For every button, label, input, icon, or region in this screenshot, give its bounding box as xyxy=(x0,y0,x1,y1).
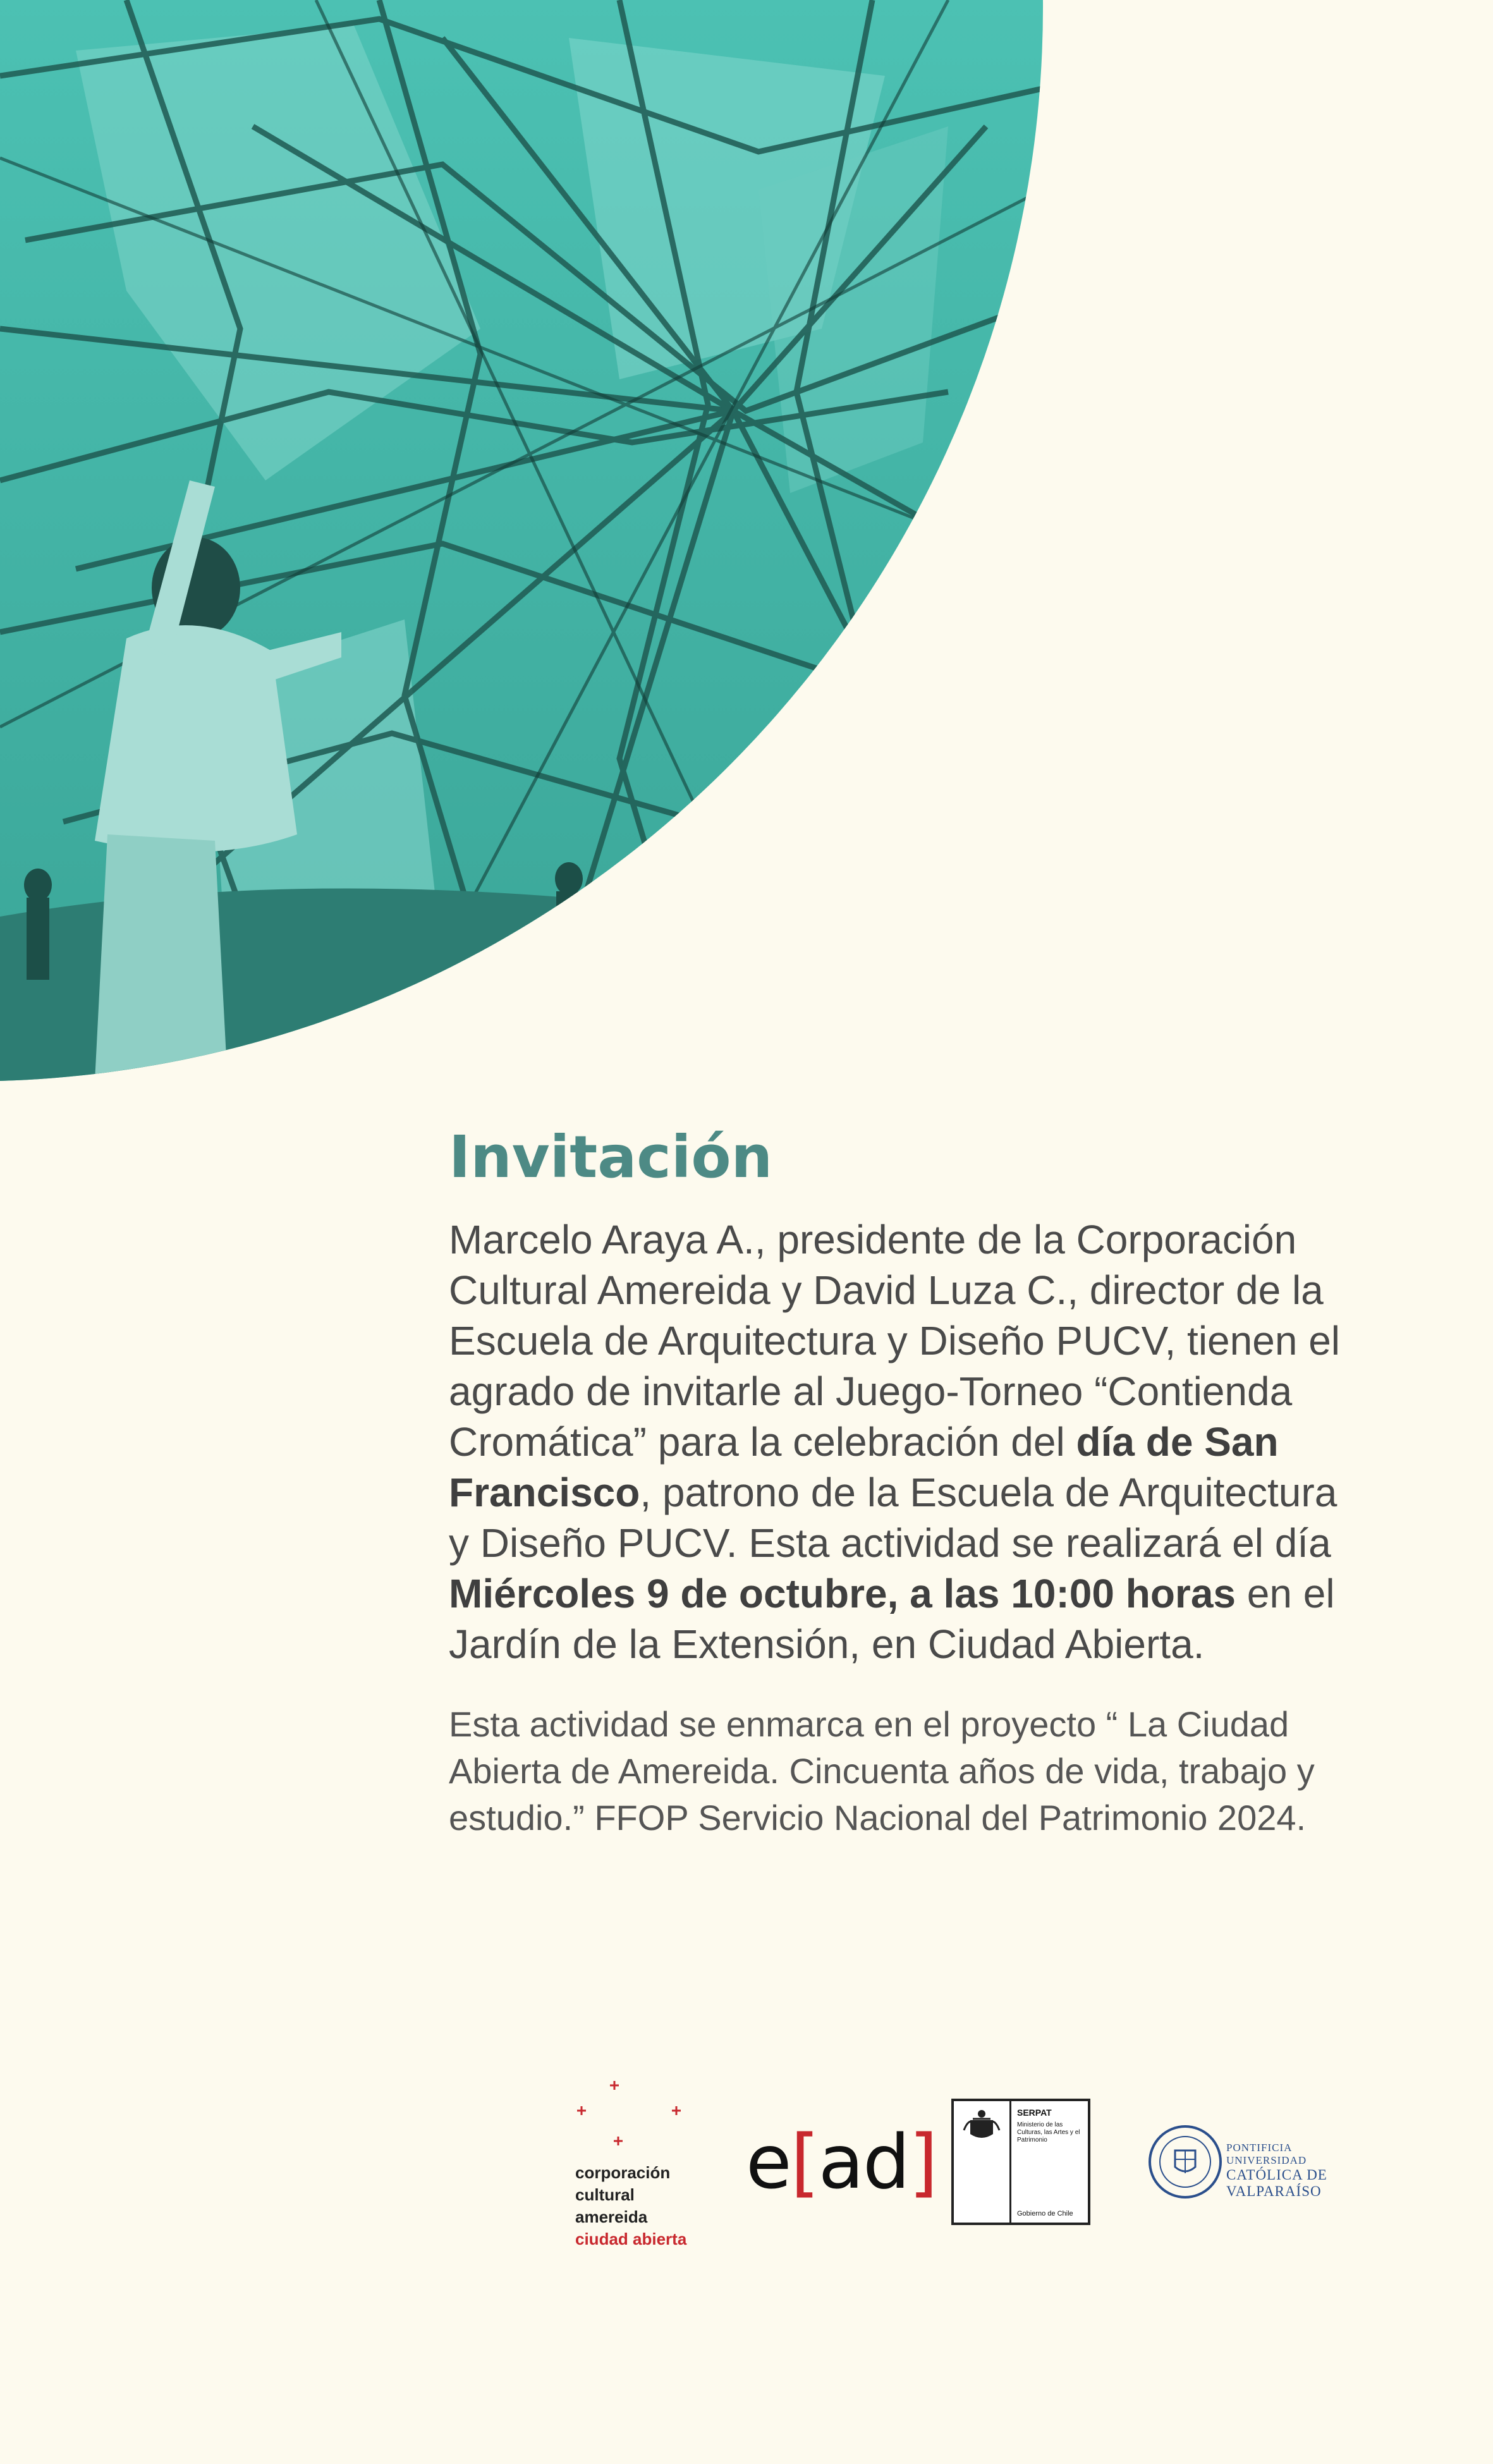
body-bold-2: Miércoles 9 de octubre, a las 10:00 horas xyxy=(449,1571,1236,1617)
ead-open-bracket: [ xyxy=(790,2118,819,2205)
amereida-line-2: cultural xyxy=(575,2185,635,2204)
ead-e: e xyxy=(746,2118,791,2205)
pucv-line-3: CATÓLICA DE xyxy=(1226,2167,1327,2183)
pucv-logo xyxy=(1147,2118,1350,2212)
sponsor-logos xyxy=(556,2073,1353,2263)
ead-ad: ad xyxy=(818,2118,909,2205)
pucv-seal-icon xyxy=(1147,2118,1223,2206)
body-bold-1: día de San Francisco xyxy=(449,1419,1279,1516)
chile-coat-of-arms-icon xyxy=(961,2107,1002,2145)
amereida-line-4: ciudad abierta xyxy=(575,2229,687,2248)
project-note: Esta actividad se enmarca en el proyecto “ La Ciudad Abierta de Amereida. Cincuenta años de vida, trabajo y estudio.” FFOP Servicio Nacional del Patrimonio 2024. xyxy=(449,1704,1315,1838)
serpat-government: Gobierno de Chile xyxy=(1017,2210,1073,2217)
pucv-line-2: UNIVERSIDAD xyxy=(1226,2154,1307,2166)
ead-logo xyxy=(746,2118,937,2206)
serpat-logo xyxy=(951,2099,1090,2225)
ead-close-bracket: ] xyxy=(908,2118,937,2205)
pucv-line-4: VALPARAÍSO xyxy=(1226,2183,1322,2199)
serpat-title: SERPAT xyxy=(1017,2107,1052,2118)
pucv-line-1: PONTIFICIA xyxy=(1226,2142,1293,2154)
hero-photo xyxy=(0,0,1493,1081)
amereida-line-3: amereida xyxy=(575,2207,648,2226)
amereida-line-1: corporación xyxy=(575,2163,671,2182)
body-part-1: Marcelo Araya A., presidente de la Corporación Cultural Amereida y David Luza C., director de la Escuela de Arquitectura y Diseño PUCV, tienen el agrado de invitarle al Juego-Torneo “Contienda Cromática” para la celebración del xyxy=(449,1217,1340,1465)
invitation-title: Invitación xyxy=(449,1123,773,1191)
red-crosses-icon xyxy=(575,2073,702,2156)
amereida-logo xyxy=(575,2073,727,2257)
invitation-content xyxy=(449,1125,1346,1841)
invitation-body xyxy=(449,1214,1346,1669)
body-part-3: en el Jardín de la Extensión, en Ciudad Abierta. xyxy=(449,1571,1335,1668)
serpat-subtitle: Ministerio de las Culturas, las Artes y el Patrimonio xyxy=(1017,2121,1080,2144)
serpat-divider xyxy=(1009,2101,1011,2223)
body-part-2: , patrono de la Escuela de Arquitectura y Diseño PUCV. Esta actividad se realizará el día xyxy=(449,1470,1338,1566)
